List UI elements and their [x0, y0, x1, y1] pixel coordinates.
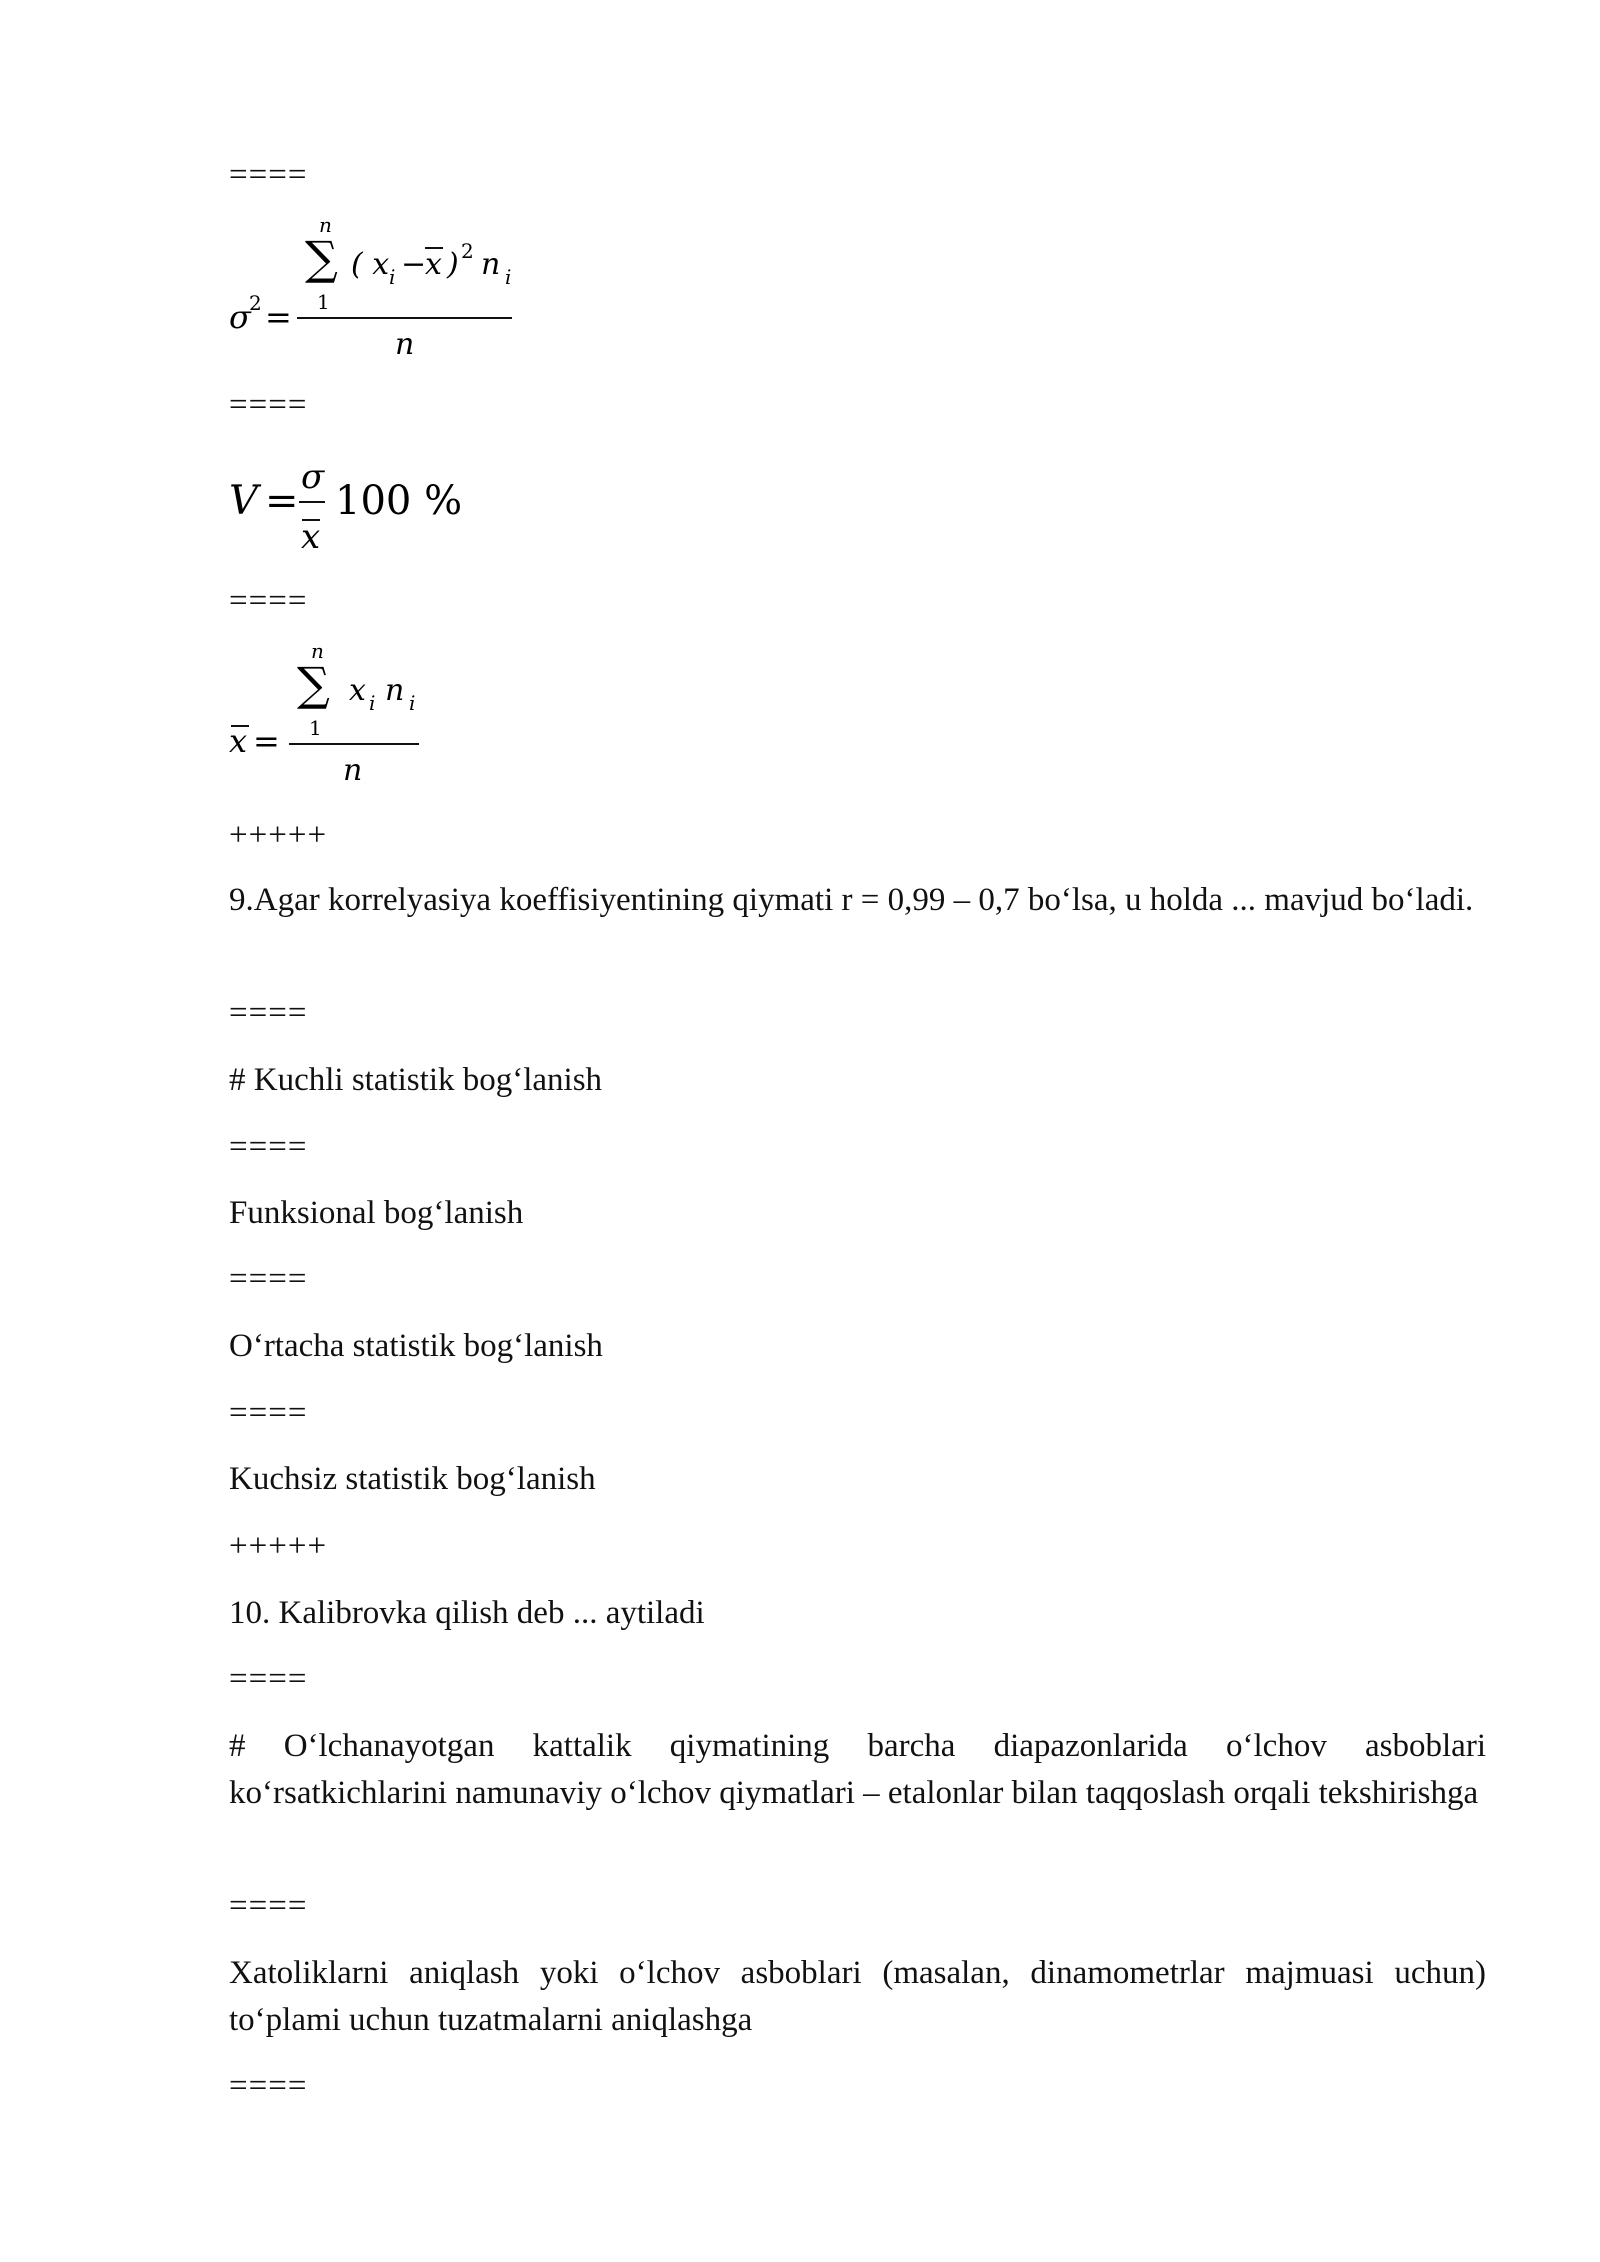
numerator-open: ( x	[351, 247, 390, 282]
n-weight: n	[481, 247, 501, 282]
separator: ====	[229, 1661, 308, 1697]
x-bar-denominator: x	[301, 517, 321, 557]
subscript-i-2: i	[505, 265, 512, 289]
question-9: 9.Agar korrelyasiya koeffisiyentining qiymati r = 0,99 – 0,7 bo‘lsa, u holda ... mavjud bo‘ladi.	[229, 882, 1474, 918]
separator: ====	[229, 1395, 308, 1431]
variation-coefficient-formula	[229, 452, 489, 562]
answer-option: Kuchsiz statistik bog‘lanish	[229, 1461, 596, 1497]
close-paren: )	[447, 247, 459, 282]
separator: ====	[229, 583, 308, 619]
minus-sign: −	[401, 247, 427, 282]
question-10: 10. Kalibrovka qilish deb ... aytiladi	[229, 1595, 705, 1631]
sum-upper-limit: n	[319, 214, 332, 237]
separator: ====	[229, 1261, 308, 1297]
separator: ====	[229, 387, 308, 423]
separator: ====	[229, 995, 308, 1031]
subscript-i-2: i	[409, 691, 416, 715]
n-weight: n	[385, 673, 405, 708]
equals-sign: =	[265, 298, 292, 336]
mean-formula	[229, 640, 449, 800]
plus-separator: +++++	[229, 817, 328, 853]
sigma-lhs: σ	[229, 298, 251, 336]
answer-option: Funksional bog‘lanish	[229, 1195, 524, 1231]
sigma-numerator: σ	[301, 457, 325, 497]
exponent-2: 2	[461, 239, 474, 263]
hundred-percent: 100 %	[335, 478, 463, 524]
separator: ====	[229, 1888, 308, 1924]
sum-lower-limit: 1	[317, 290, 330, 314]
sigma-exponent: 2	[249, 291, 262, 315]
equals-sign: =	[265, 478, 299, 524]
subscript-i: i	[369, 691, 376, 715]
variance-formula	[229, 214, 549, 374]
v-lhs: V	[229, 478, 258, 524]
sum-lower-limit: 1	[309, 716, 322, 740]
sum-symbol: ∑	[297, 657, 330, 711]
plus-separator: +++++	[229, 1528, 328, 1564]
x-bar: x	[425, 247, 442, 282]
separator: ====	[229, 157, 308, 193]
x-bar-lhs: x	[229, 722, 248, 760]
sum-upper-limit: n	[311, 640, 324, 663]
denominator-n: n	[343, 753, 363, 788]
separator: ====	[229, 1129, 308, 1165]
answer-option: O‘rtacha statistik bog‘lanish	[229, 1328, 603, 1364]
answer-option: Xatoliklarni aniqlash yoki o‘lchov asboblari (masalan, dinamometrlar majmuasi uchun) to‘plami uchun tuzatmalarni aniqlashga	[229, 1955, 1486, 2038]
answer-option: # O‘lchanayotgan kattalik qiymatining barcha diapazonlarida o‘lchov asboblari ko‘rsatkichlarini namunaviy o‘lchov qiymatlari – etalonlar bilan taqqoslash orqali tekshirishga	[229, 1728, 1486, 1811]
subscript-i: i	[389, 265, 396, 289]
equals-sign: =	[253, 722, 280, 760]
answer-option: # Kuchli statistik bog‘lanish	[229, 1062, 603, 1098]
denominator-n: n	[395, 327, 415, 362]
separator: ====	[229, 2068, 308, 2104]
x-value: x	[349, 673, 366, 708]
sum-symbol: ∑	[305, 231, 338, 285]
